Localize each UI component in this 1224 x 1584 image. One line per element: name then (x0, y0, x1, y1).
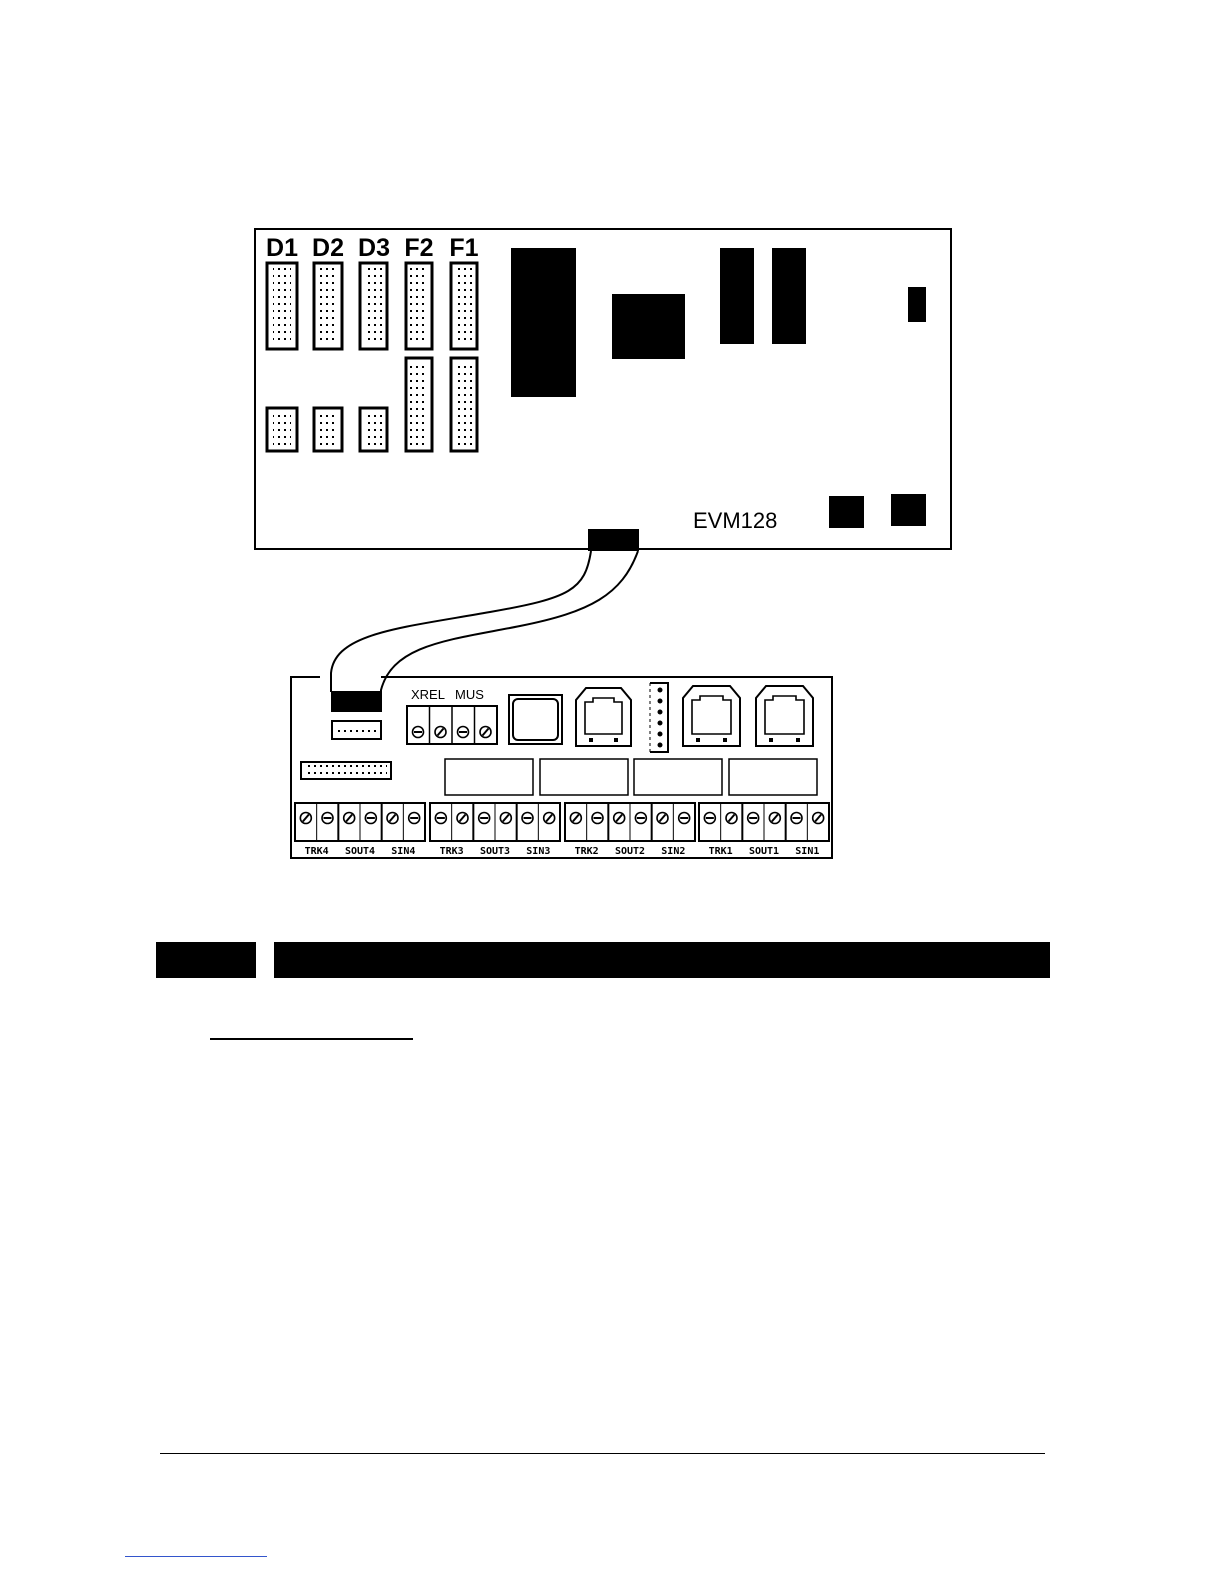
pin-header-f1-upper (451, 263, 477, 349)
terminal-label: SOUT2 (614, 846, 646, 857)
screw-icon (614, 813, 625, 824)
pin-header-d2-lower (314, 408, 342, 451)
screw-icon (592, 813, 603, 824)
square-button-outer (509, 695, 562, 744)
screw-icon (457, 813, 468, 824)
terminal-label: TRK4 (304, 846, 329, 857)
interface-ribbon-connector (331, 691, 382, 712)
screw-icon (679, 813, 690, 824)
small-header-left (301, 762, 391, 779)
terminal-label: SIN1 (795, 846, 820, 857)
label-mus: MUS (455, 687, 484, 702)
rj-jack (683, 686, 740, 746)
rj-jacks (576, 686, 813, 746)
pin-header-f2-lower (406, 358, 432, 451)
screw-icon (458, 727, 469, 738)
header-label-d1: D1 (266, 234, 298, 262)
small-header-top (332, 721, 381, 739)
ribbon-cable (331, 551, 638, 692)
terminal-label: SOUT4 (344, 846, 376, 857)
screw-icon (657, 813, 668, 824)
screw-icon (522, 813, 533, 824)
terminal-label: TRK2 (574, 846, 599, 857)
header-label-d3: D3 (358, 234, 390, 262)
relay-box (634, 759, 722, 795)
square-button (513, 699, 558, 740)
header-label-f1: F1 (449, 234, 479, 262)
chip-square (612, 294, 685, 359)
pin-header-d3-lower (360, 408, 387, 451)
header-label-f2: F2 (404, 234, 434, 262)
label-xrel: XREL (411, 687, 445, 702)
pin-header-f2-upper (406, 263, 432, 349)
six-pin-connector (650, 683, 668, 752)
terminal-labels (305, 846, 820, 857)
footer-link-underline (125, 1556, 267, 1557)
screw-icon (544, 813, 555, 824)
screw-icon (791, 813, 802, 824)
relay-terminal-block (407, 706, 497, 744)
terminal-label: TRK1 (708, 846, 733, 857)
relay-box (445, 759, 533, 795)
screw-icon (300, 813, 311, 824)
terminal-label: SOUT3 (479, 846, 511, 857)
board-model-label: EVM128 (693, 508, 778, 533)
screw-icon (704, 813, 715, 824)
terminal-label: SIN4 (391, 846, 416, 857)
bottom-terminal-strip (295, 803, 829, 841)
pin-header-f1-lower (451, 358, 477, 451)
header-label-d2: D2 (312, 234, 344, 262)
chip-bottom-1 (829, 496, 864, 528)
chip-large (511, 248, 576, 397)
screw-icon (413, 727, 424, 738)
terminal-group (295, 803, 425, 841)
relay-box (540, 759, 628, 795)
screw-icon (769, 813, 780, 824)
terminal-label: TRK3 (439, 846, 464, 857)
screw-icon (500, 813, 511, 824)
screw-icon (570, 813, 581, 824)
pin-header-d2 (314, 263, 342, 349)
interface-board (291, 677, 832, 858)
subheading-underline (210, 1038, 413, 1040)
screw-icon (748, 813, 759, 824)
footer-rule (160, 1453, 1045, 1454)
screw-icon (813, 813, 824, 824)
screw-icon (344, 813, 355, 824)
rj-jack (576, 688, 631, 746)
screw-icon (322, 813, 333, 824)
relay-box (729, 759, 817, 795)
screw-icon (635, 813, 646, 824)
evm128-board (255, 229, 951, 551)
terminal-label: SIN2 (661, 846, 686, 857)
screw-icon (479, 813, 490, 824)
screw-icon (435, 727, 446, 738)
pin-header-d1-lower (267, 408, 297, 451)
pin-header-d3 (360, 263, 387, 349)
screw-icon (435, 813, 446, 824)
screw-icon (409, 813, 420, 824)
chip-tall-2 (772, 248, 806, 344)
terminal-group (430, 803, 560, 841)
chip-small (908, 287, 926, 322)
screw-icon (726, 813, 737, 824)
terminal-group (565, 803, 695, 841)
relay-boxes (445, 759, 817, 795)
chip-tall-1 (720, 248, 754, 344)
rj-jack (756, 686, 813, 746)
screw-icon (365, 813, 376, 824)
screw-icon (387, 813, 398, 824)
screw-icon (480, 727, 491, 738)
terminal-label: SIN3 (526, 846, 551, 857)
terminal-group (699, 803, 829, 841)
section-title-bar (274, 942, 1050, 978)
pin-header-d1 (267, 263, 297, 349)
board-ribbon-connector (588, 529, 639, 551)
section-number-bar (156, 942, 256, 978)
chip-bottom-2 (891, 494, 926, 526)
terminal-label: SOUT1 (748, 846, 780, 857)
